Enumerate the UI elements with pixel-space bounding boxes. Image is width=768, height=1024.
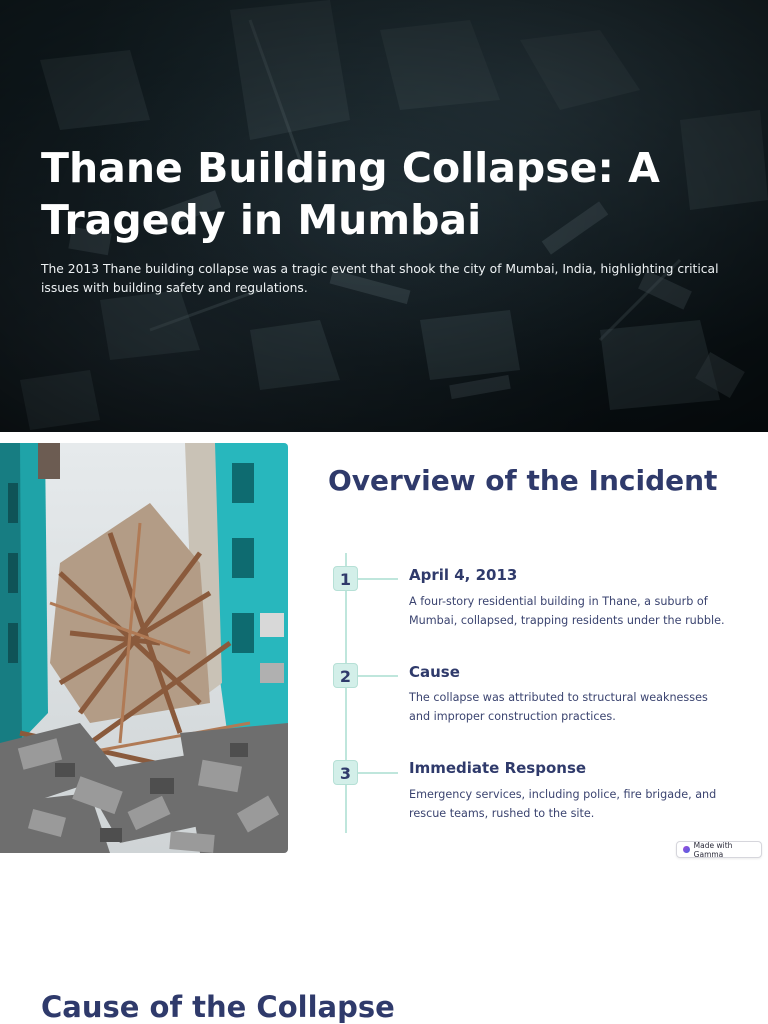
step-description: Emergency services, including police, fire brigade, and rescue teams, rushed to the site. (409, 788, 717, 820)
timeline-connector (358, 675, 398, 677)
step-number-badge: 3 (333, 760, 358, 785)
step-description: The collapse was attributed to structural weaknesses and improper construction practices. (409, 691, 708, 723)
collapsed-building-photo (0, 443, 288, 853)
overview-heading: Overview of the Incident (328, 464, 718, 497)
step-number-badge: 2 (333, 663, 358, 688)
page-title: Thane Building Collapse: A Tragedy in Mumbai (41, 144, 660, 244)
cause-section-heading: Cause of the Collapse (41, 990, 395, 1024)
gamma-badge-label: Made with Gamma (693, 840, 733, 859)
step-description: A four-story residential building in Thane, a suburb of Mumbai, collapsed, trapping residents under the rubble. (409, 595, 725, 627)
step-title: Immediate Response (409, 759, 587, 777)
step-number-badge: 1 (333, 566, 358, 591)
timeline-connector (358, 578, 398, 580)
hero-section (0, 0, 768, 432)
made-with-gamma-badge[interactable] (676, 841, 762, 858)
step-title: April 4, 2013 (409, 566, 518, 584)
timeline-line (345, 553, 347, 833)
hero-description: The 2013 Thane building collapse was a tragic event that shook the city of Mumbai, India, highlighting critical issues with building safety and regulations. (41, 262, 719, 295)
timeline-connector (358, 772, 398, 774)
gamma-logo-icon (683, 846, 690, 853)
step-title: Cause (409, 663, 460, 681)
